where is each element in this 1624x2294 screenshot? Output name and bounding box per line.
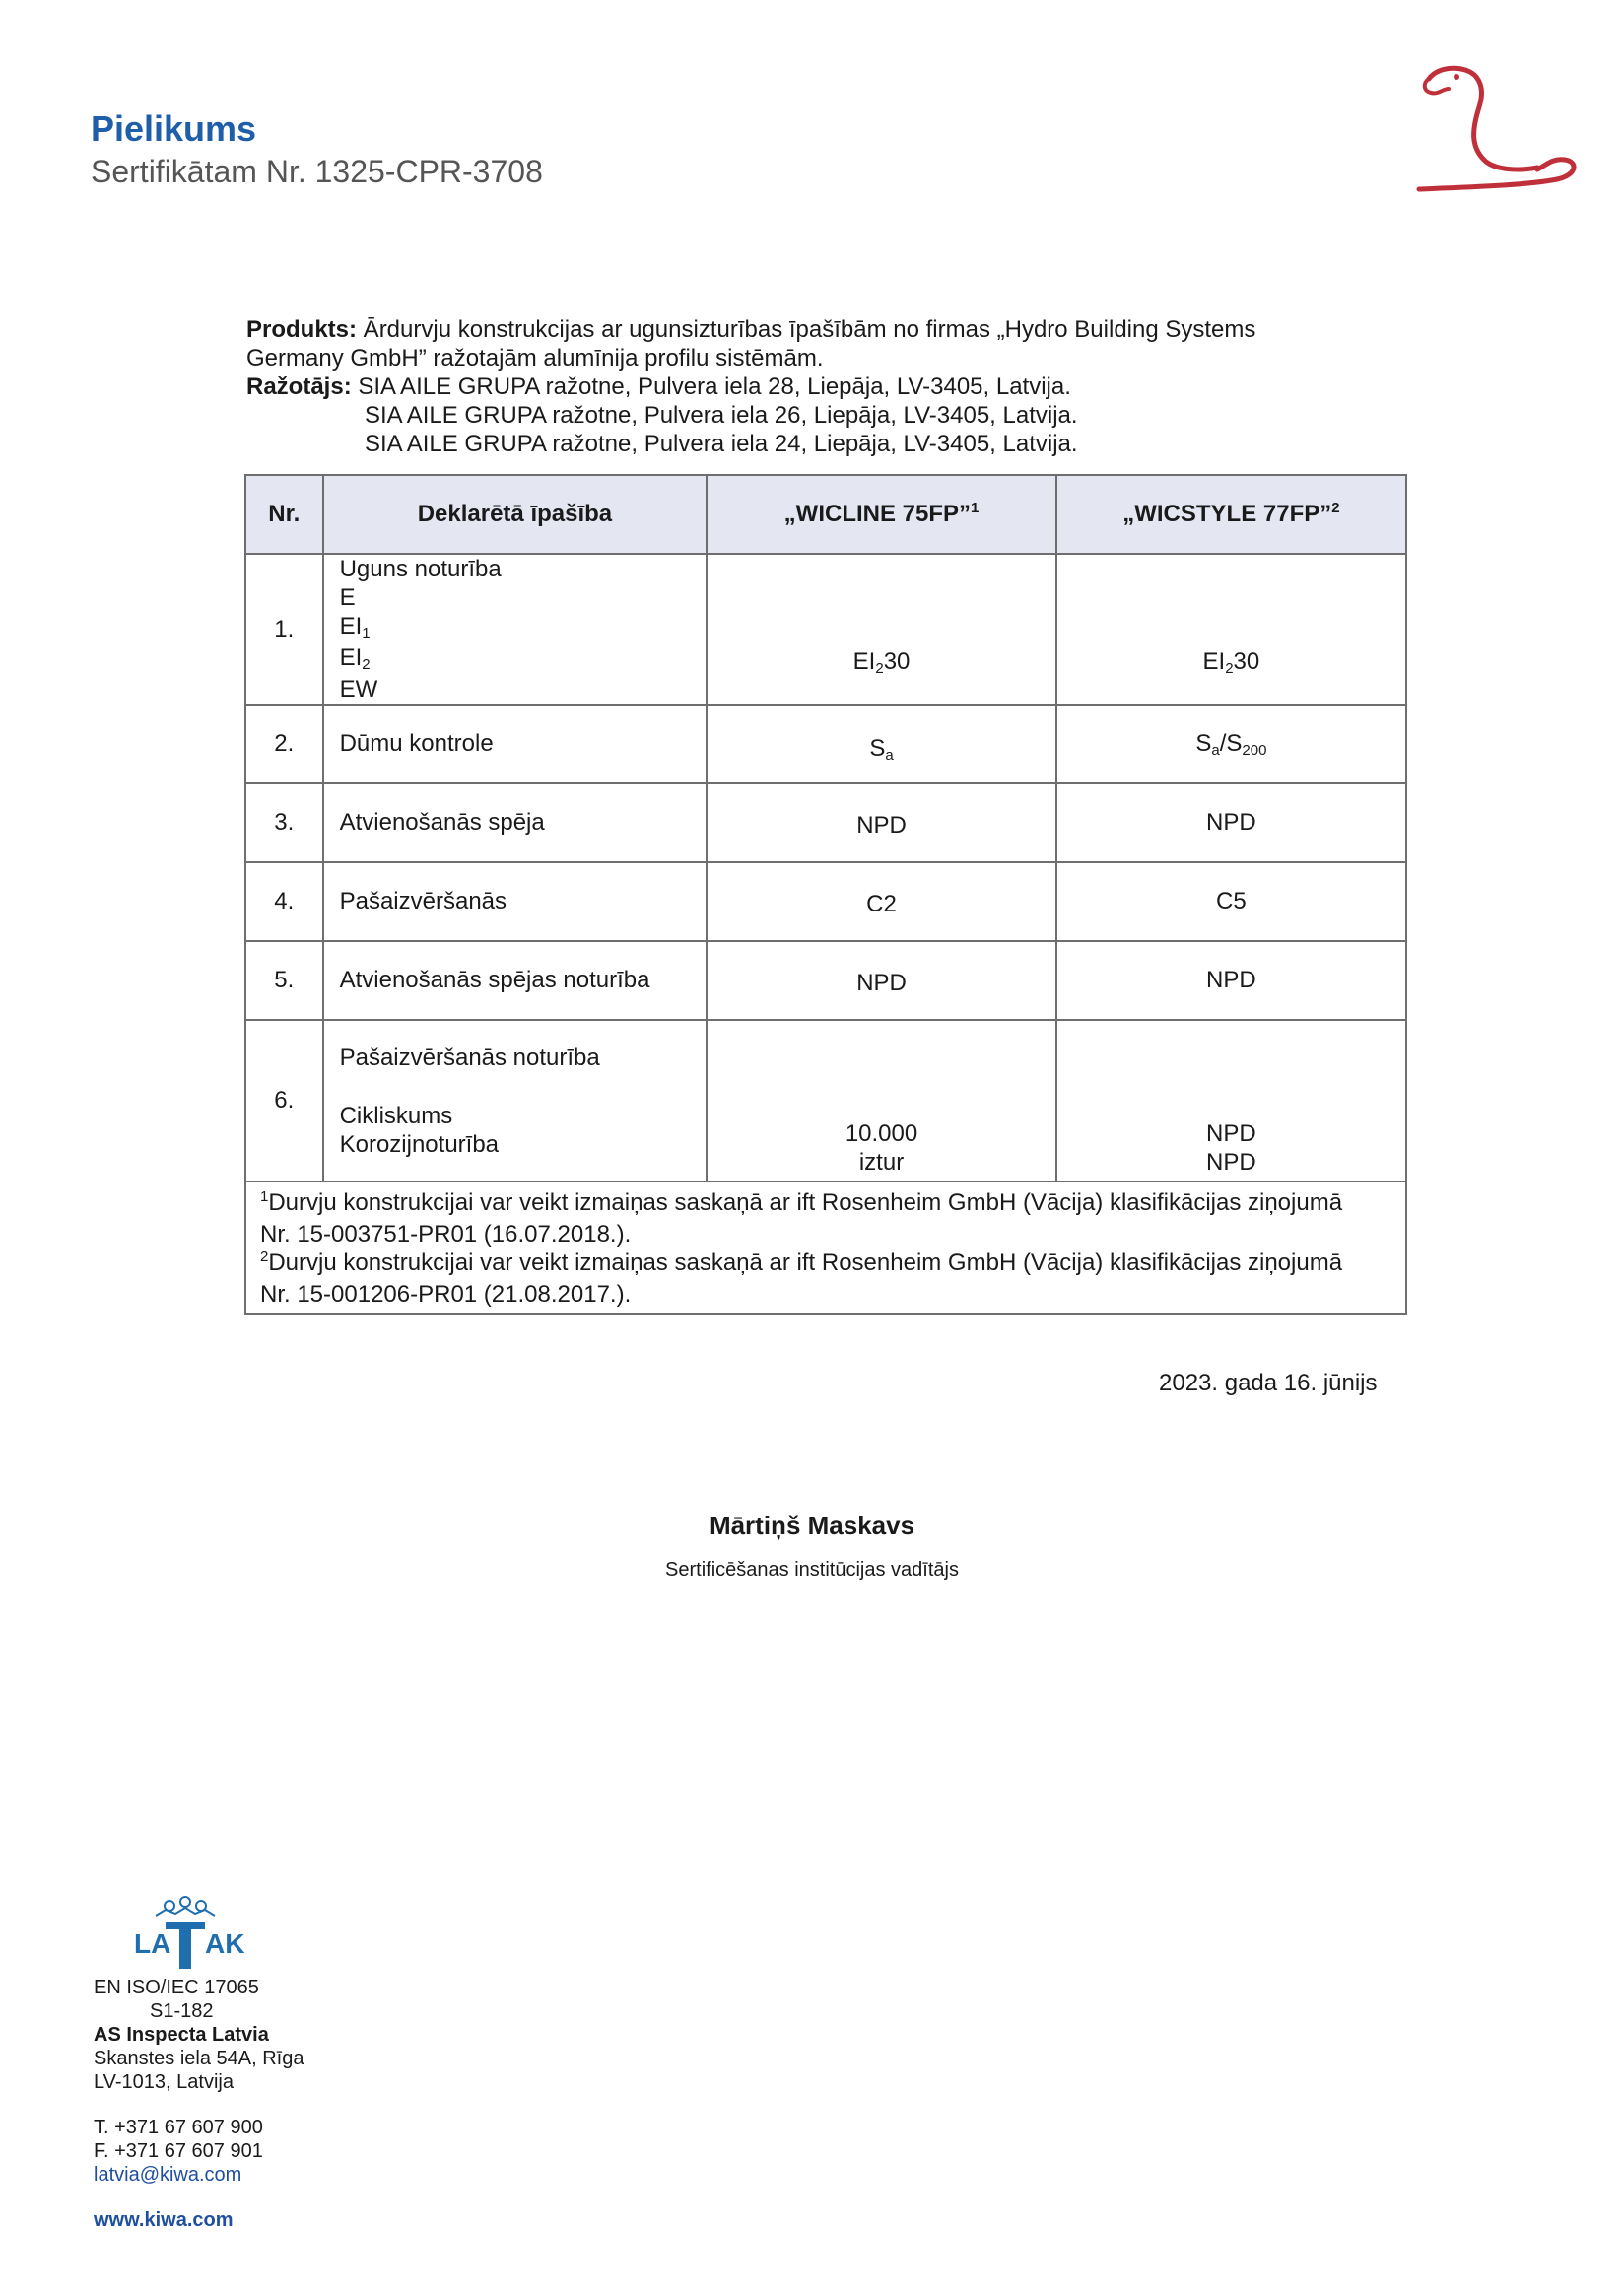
footnote-2-line-2: Nr. 15-001206-PR01 (21.08.2017.). <box>260 1281 632 1308</box>
value-sub: a <box>1211 742 1220 759</box>
property-name: Atvienošanās spēja <box>323 783 708 862</box>
phone: T. +371 67 607 900 <box>94 2117 263 2138</box>
header-wicstyle-footnote: 2 <box>1331 500 1340 516</box>
table-row <box>245 783 1406 862</box>
table-header-row <box>245 475 1406 554</box>
value-sub: 2 <box>1225 660 1234 677</box>
class-ei2-sub: 2 <box>362 656 371 673</box>
value-sub: 2 <box>875 660 884 677</box>
svg-text:LA: LA <box>134 1928 171 1959</box>
header-wicstyle <box>1056 475 1406 554</box>
row-number: 1. <box>245 554 323 705</box>
self-closing-durability-cell <box>323 1020 708 1181</box>
row-number: 3. <box>245 783 323 862</box>
corrosion-label: Korozijnoturība <box>339 1130 500 1158</box>
class-e: E <box>339 584 356 611</box>
footnote-2-text: Durvju konstrukcijai var veikt izmaiņas saskaņā ar ift Rosenheim GmbH (Vācija) klasifikācijas ziņojumā <box>268 1249 1343 1276</box>
product-label: Produkts: <box>246 316 358 343</box>
value-mid: /S <box>1219 730 1243 757</box>
signatory-role: Sertificēšanas institūcijas vadītājs <box>665 1559 959 1581</box>
fire-resistance-title: Uguns noturība <box>339 556 502 582</box>
table-row <box>245 941 1406 1020</box>
class-ei1 <box>340 612 707 643</box>
header-wicline-label: „WICLINE 75FP” <box>783 501 972 527</box>
product-info <box>246 315 1380 458</box>
declared-properties-table <box>244 474 1407 1315</box>
class-ew: EW <box>339 676 378 703</box>
address-line-2: LV-1013, Latvija <box>94 2071 234 2093</box>
address-line-1: Skanstes iela 54A, Rīga <box>94 2048 304 2069</box>
wicline-value: C2 <box>707 862 1056 941</box>
wicline-smoke-value <box>707 705 1056 783</box>
value-sub-2: 200 <box>1242 742 1267 759</box>
latak-accreditation-logo-icon <box>126 1892 244 1971</box>
row-number: 2. <box>245 705 323 783</box>
page-title: Pielikums <box>91 108 257 149</box>
header-wicline-footnote: 1 <box>971 500 980 516</box>
value-main: S <box>1195 730 1212 757</box>
header-property: Deklarētā īpašība <box>323 475 708 554</box>
self-closing-durability-title: Pašaizvēršanās noturība <box>339 1044 600 1071</box>
wicstyle-fire-value <box>1056 554 1406 705</box>
wicline-cycling-value: 10.000 <box>845 1120 918 1147</box>
property-name: Pašaizvēršanās <box>323 862 708 941</box>
manufacturer-text: SIA AILE GRUPA ražotne, Pulvera iela 28, Liepāja, LV-3405, Latvija. <box>351 373 1071 400</box>
table-row <box>245 862 1406 941</box>
website-link[interactable]: www.kiwa.com <box>94 2209 234 2231</box>
header-wicstyle-label: „WICSTYLE 77FP” <box>1122 501 1332 527</box>
product-line-2: Germany GmbH” ražotajām alumīnija profilu sistēmām. <box>246 345 824 371</box>
signatory-name: Mārtiņš Maskavs <box>709 1511 915 1540</box>
footnote-2 <box>260 1248 1391 1280</box>
value-main: EI <box>852 648 876 675</box>
wicstyle-value: NPD <box>1056 783 1406 862</box>
row-number: 5. <box>245 941 323 1020</box>
email-link[interactable]: latvia@kiwa.com <box>94 2164 242 2186</box>
wicstyle-value: C5 <box>1056 862 1406 941</box>
class-ei2-main: EI <box>339 644 363 671</box>
wicline-fire-value <box>707 554 1056 705</box>
class-ei1-main: EI <box>339 613 363 640</box>
table-row <box>245 1020 1406 1181</box>
footnote-1-mark: 1 <box>260 1188 269 1205</box>
company-name <box>94 2023 304 2047</box>
footnotes-cell <box>245 1181 1406 1314</box>
footnote-1-line-2: Nr. 15-003751-PR01 (16.07.2018.). <box>260 1221 632 1248</box>
manufacturer-line-2: SIA AILE GRUPA ražotne, Pulvera iela 26, Liepāja, LV-3405, Latvija. <box>365 402 1078 429</box>
company-name-text: AS Inspecta Latvia <box>94 2024 269 2046</box>
svg-text:AK: AK <box>205 1928 244 1959</box>
product-line <box>246 315 1380 344</box>
wicstyle-cycling-value: NPD <box>1206 1120 1256 1147</box>
kiwa-beaver-logo-icon <box>1409 59 1587 197</box>
fire-resistance-cell <box>323 554 708 705</box>
product-text: Ārdurvju konstrukcijas ar ugunsizturības īpašībām no firmas „Hydro Building Systems <box>357 316 1256 343</box>
value-main: S <box>869 735 886 762</box>
value-sub: a <box>885 747 894 764</box>
issue-date: 2023. gada 16. jūnijs <box>1159 1370 1378 1396</box>
header-nr: Nr. <box>245 475 323 554</box>
table-row <box>245 705 1406 783</box>
manufacturer-line-3: SIA AILE GRUPA ražotne, Pulvera iela 24, Liepāja, LV-3405, Latvija. <box>365 431 1078 457</box>
certificate-number: Sertifikātam Nr. 1325-CPR-3708 <box>91 154 543 189</box>
footnote-1-text: Durvju konstrukcijai var veikt izmaiņas saskaņā ar ift Rosenheim GmbH (Vācija) klasifikācijas ziņojumā <box>268 1189 1343 1216</box>
fax: F. +371 67 607 901 <box>94 2140 263 2162</box>
property-name: Dūmu kontrole <box>323 705 708 783</box>
cycling-label: Cikliskums <box>339 1102 453 1129</box>
property-name: Atvienošanās spējas noturība <box>323 941 708 1020</box>
class-ei1-sub: 1 <box>362 625 371 641</box>
footer <box>94 1976 304 2232</box>
value-tail: 30 <box>1233 648 1260 675</box>
value-main: EI <box>1202 648 1226 675</box>
wicline-corrosion-value: iztur <box>858 1149 905 1176</box>
class-ei2 <box>340 643 707 675</box>
accreditation-code: S1-182 <box>150 2000 214 2022</box>
manufacturer-line <box>246 372 1380 401</box>
manufacturer-label: Ražotājs: <box>246 373 352 400</box>
row-number: 6. <box>245 1020 323 1181</box>
footnote-1 <box>260 1188 1391 1220</box>
wicstyle-smoke-value <box>1056 705 1406 783</box>
table-row <box>245 554 1406 705</box>
footnote-2-mark: 2 <box>260 1248 269 1265</box>
wicstyle-durability-values <box>1056 1020 1406 1181</box>
wicline-value: NPD <box>707 941 1056 1020</box>
header-wicline <box>707 475 1056 554</box>
accreditation-standard: EN ISO/IEC 17065 <box>94 1977 259 1998</box>
wicline-value: NPD <box>707 783 1056 862</box>
wicstyle-value: NPD <box>1056 941 1406 1020</box>
footnotes-row <box>245 1181 1406 1314</box>
wicstyle-corrosion-value: NPD <box>1206 1149 1256 1176</box>
row-number: 4. <box>245 862 323 941</box>
value-tail: 30 <box>883 648 911 675</box>
wicline-durability-values <box>707 1020 1056 1181</box>
